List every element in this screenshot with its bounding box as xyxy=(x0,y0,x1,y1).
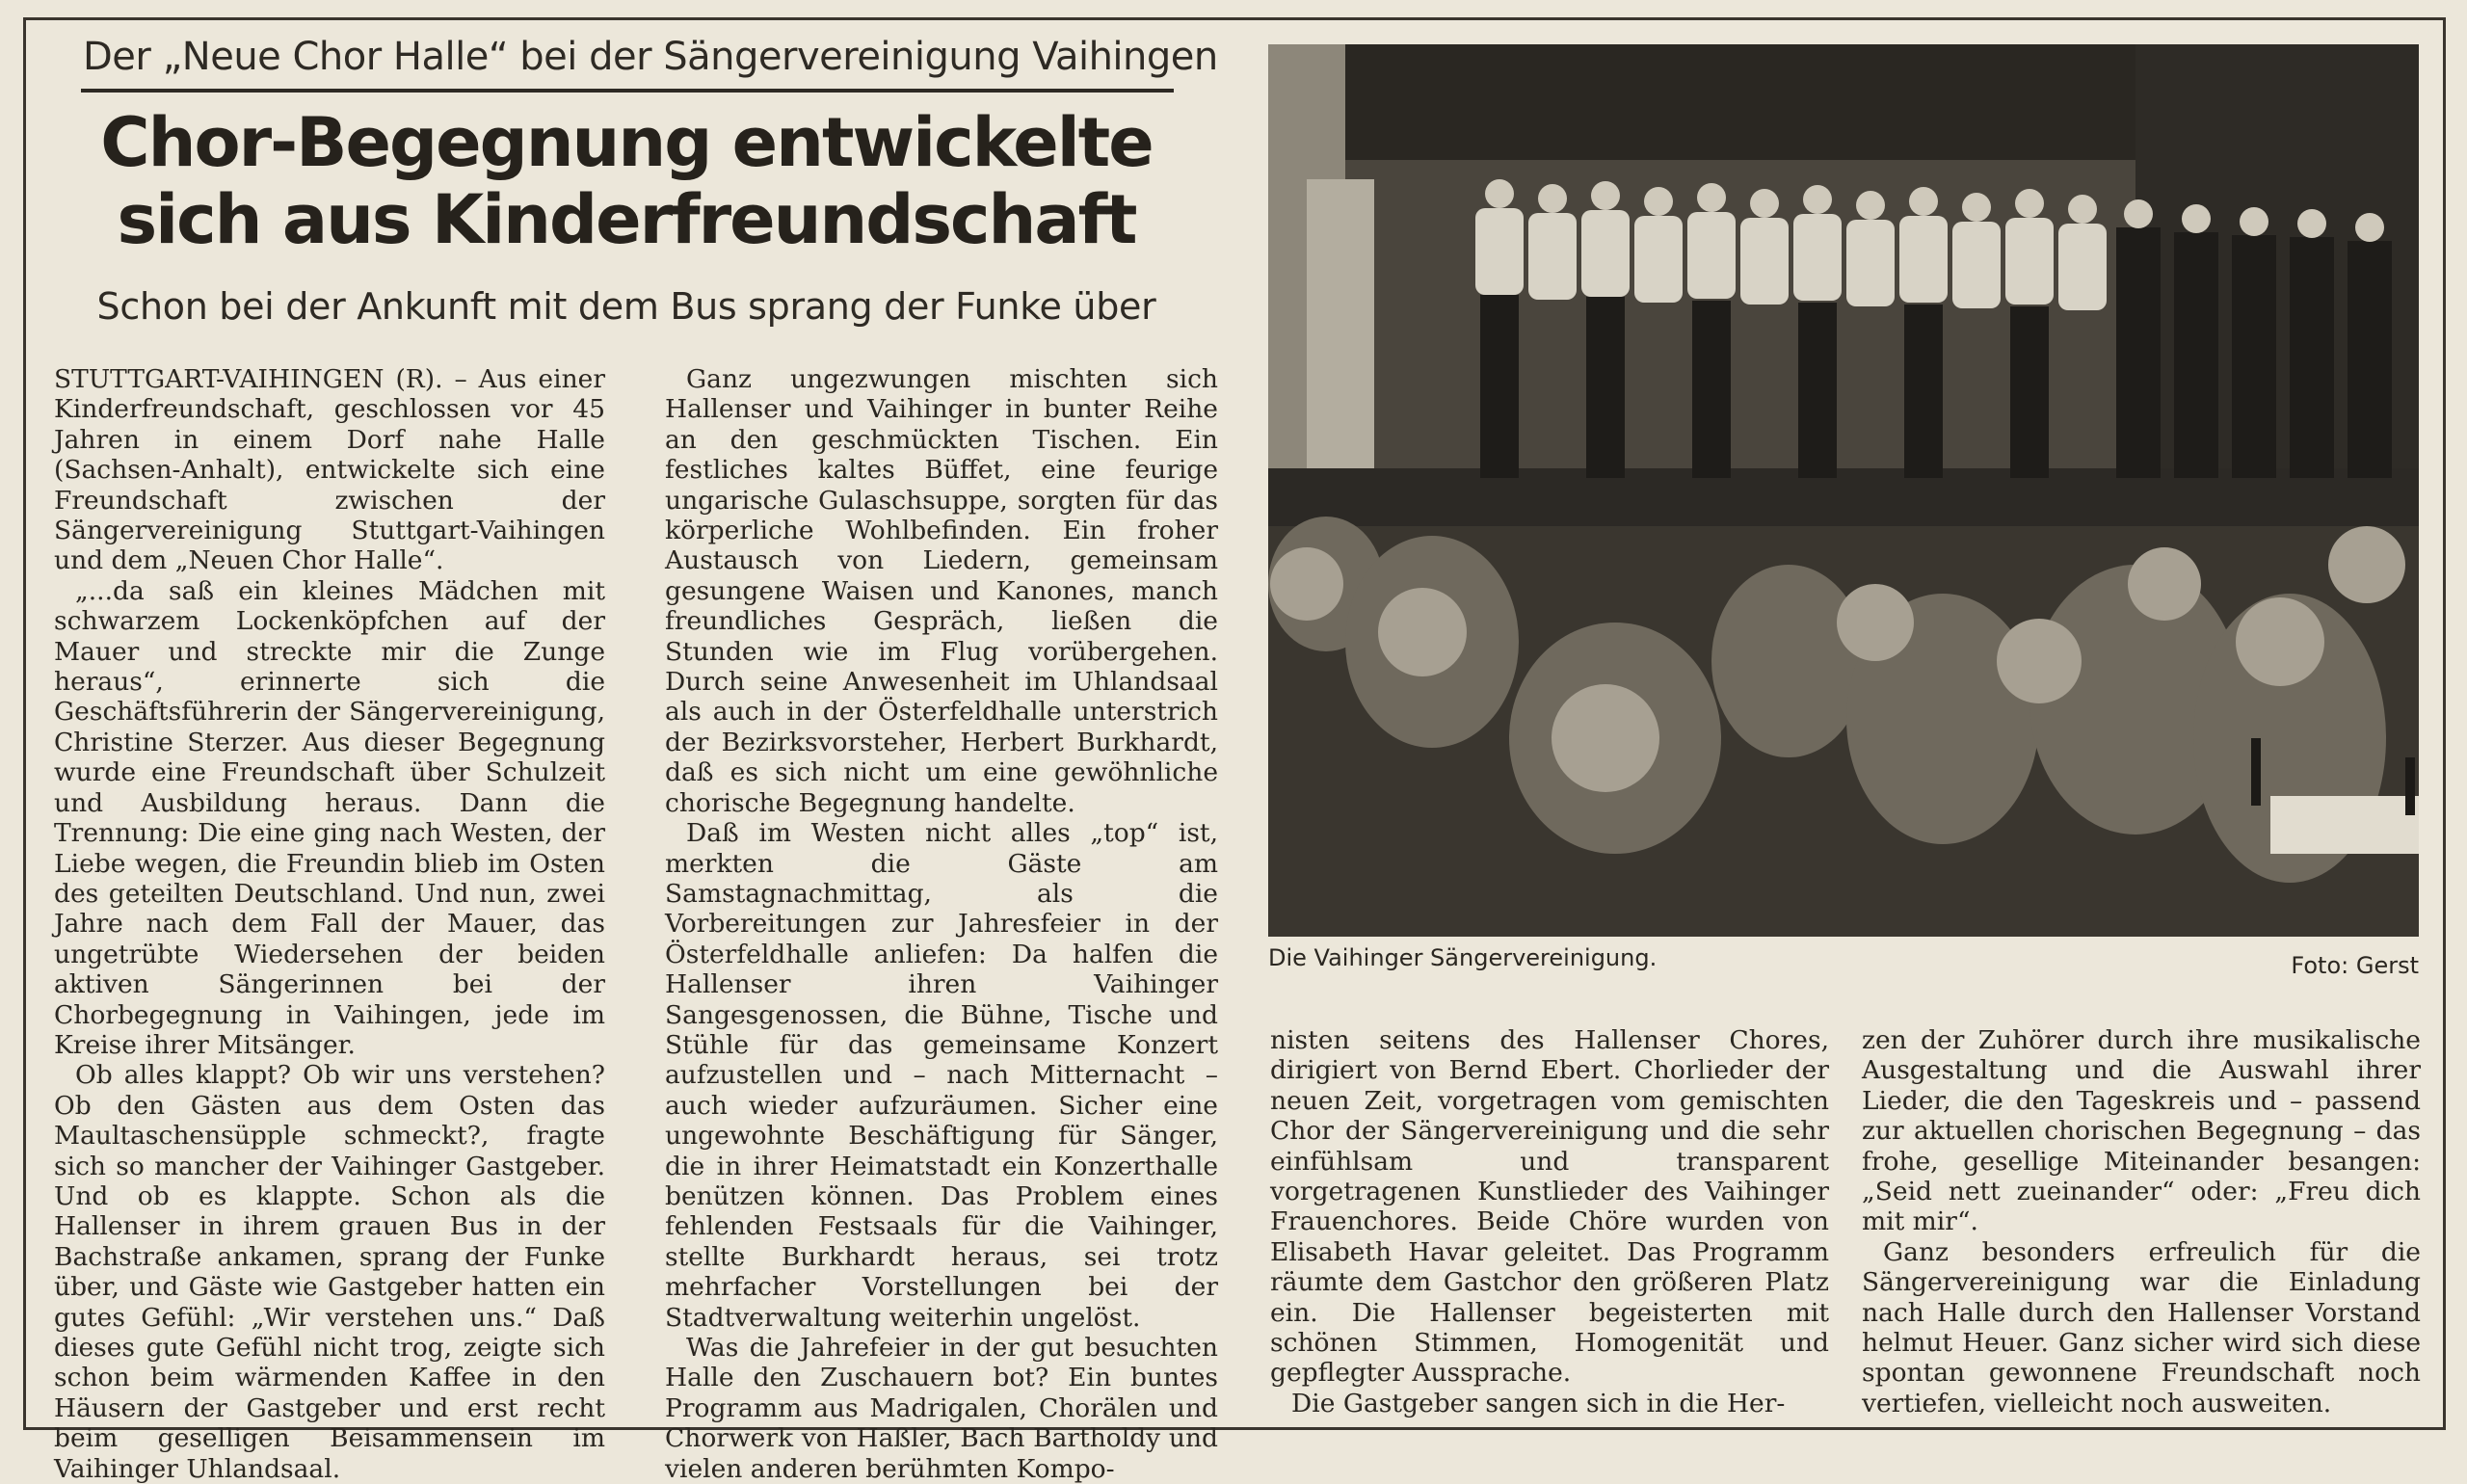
photo-credit: Foto: Gerst xyxy=(2291,952,2419,979)
paragraph: nisten seitens des Hallenser Chores, dirigiert von Bernd Ebert. Chorlieder der neuen Zeit, vorgetragen vom gemischten Chor der Sängervereinigung und die sehr einfühlsam und transparent vorgetragenen Kunstlieder des Vaihinger Frauenchores. Beide Chöre wurden von Elisabeth Havar geleitet. Das Programm räumte dem Gastchor den größeren Platz ein. Die Hallenser begeisterten mit schönen Stimmen, Homogenität und gepflegter Aussprache. xyxy=(1270,1025,1829,1389)
choir-photo-drawing xyxy=(1268,44,2419,937)
headline-line-2: sich aus Kinderfreundschaft xyxy=(117,180,1136,259)
paragraph: Ganz besonders erfreulich für die Sängervereinigung war die Einladung nach Halle durch den Hallenser Vorstand helmut Heuer. Ganz sicher wird sich diese spontan gewonnene Freundschaft noch vertiefen, vielleicht noch ausweiten. xyxy=(1862,1236,2421,1418)
headline-line-1: Chor-Begegnung entwickelte xyxy=(100,103,1153,182)
paragraph: Die Gastgeber sangen sich in die Her- xyxy=(1291,1388,1786,1418)
photo-caption: Die Vaihinger Sängervereinigung. xyxy=(1268,944,1658,971)
choir-photo xyxy=(1268,44,2419,937)
headline xyxy=(58,104,1195,258)
paragraph: „...da saß ein kleines Mädchen mit schwarzem Lockenköpfchen auf der Mauer und streckte mir die Zunge heraus“, erinnerte sich die Geschäftsführerin der Sängervereinigung, Christine Sterzer. Aus dieser Begegnung wurde eine Freundschaft über Schulzeit und Ausbildung heraus. Dann die Trennung: Die eine ging nach Westen, der Liebe wegen, die Freundin blieb im Osten des geteilten Deutschland. Und nun, zwei Jahre nach dem Fall der Mauer, das ungetrübte Wiedersehen der beiden aktiven Sängerinnen bei der Chorbegegnung in Vaihingen, jede im Kreise ihrer Mitsänger. xyxy=(54,575,605,1060)
text-column-4 xyxy=(1862,1025,2421,1418)
subtitle: Schon bei der Ankunft mit dem Bus sprang der Funke über xyxy=(96,285,1156,328)
kicker-line: Der „Neue Chor Halle“ bei der Sängervereinigung Vaihingen xyxy=(83,35,1218,79)
text-column-1 xyxy=(54,364,605,1484)
paragraph: Daß im Westen nicht alles „top“ ist, merkten die Gäste am Samstagnachmittag, als die Vorbereitungen zur Jahresfeier in der Österfeldhalle anliefen: Da halfen die Hallenser ihren Vaihinger Sangesgenossen, die Bühne, Tische und Stühle für das gemeinsame Konzert aufzustellen und – nach Mitternacht – auch wieder aufzuräumen. Sicher eine ungewohnte Beschäftigung für Sänger, die in ihrer Heimatstadt ein Konzerthalle benützen können. Das Problem eines fehlenden Festsaals für die Vaihinger, stellte Burkhardt heraus, sei trotz mehrfacher Vorstellungen bei der Stadtverwaltung weiterhin ungelöst. xyxy=(665,818,1218,1333)
paragraph: Ob alles klappt? Ob wir uns verstehen? Ob den Gästen aus dem Osten das Maultaschensüpple schmeckt?, fragte sich so mancher der Vaihinger Gastgeber. Und ob es klappte. Schon als die Hallenser in ihrem grauen Bus in der Bachstraße ankamen, sprang der Funke über, und Gäste wie Gastgeber hatten ein gutes Gefühl: „Wir verstehen uns.“ Daß dieses gute Gefühl nicht trog, zeigte sich schon beim wärmenden Kaffee in den Häusern der Gastgeber und erst recht beim geselligen Beisammensein im Vaihinger Uhlandsaal. xyxy=(54,1060,605,1484)
text-column-3 xyxy=(1270,1025,1829,1418)
paragraph: Ganz ungezwungen mischten sich Hallenser und Vaihinger in bunter Reihe an den geschmückten Tischen. Ein festliches kaltes Büffet, eine feurige ungarische Gulaschsuppe, sorgten für das körperliche Wohlbefinden. Ein froher Austausch von Liedern, gemeinsam gesungene Waisen und Kanones, manch freundliches Gespräch, ließen die Stunden wie im Flug vorübergehen. Durch seine Anwesenheit im Uhlandsaal als auch in der Österfeldhalle unterstrich der Bezirksvorsteher, Herbert Burkhardt, daß es sich nicht um eine gewöhnliche chorische Begegnung handelte. xyxy=(665,364,1218,818)
text-column-2 xyxy=(665,364,1218,1484)
paragraph: zen der Zuhörer durch ihre musikalische Ausgestaltung und die Auswahl ihrer Lieder, die den Tageskreis und – passend zur aktuellen chorischen Begegnung – das frohe, gesellige Miteinander besangen: „Seid nett zueinander“ oder: „Freu dich mit mir“. xyxy=(1862,1025,2421,1237)
kicker-underline xyxy=(81,89,1174,93)
paragraph: Was die Jahrefeier in der gut besuchten Halle den Zuschauern bot? Ein buntes Programm aus Madrigalen, Chorälen und Chorwerk von Haßler, Bach Bartholdy und vielen anderen berühmten Kompo- xyxy=(665,1333,1218,1484)
paragraph: STUTTGART-VAIHINGEN (R). – Aus einer Kinderfreundschaft, geschlossen vor 45 Jahren in einem Dorf nahe Halle (Sachsen-Anhalt), entwickelte sich eine Freundschaft zwischen der Sängervereinigung Stuttgart-Vaihingen und dem „Neuen Chor Halle“. xyxy=(54,364,605,576)
